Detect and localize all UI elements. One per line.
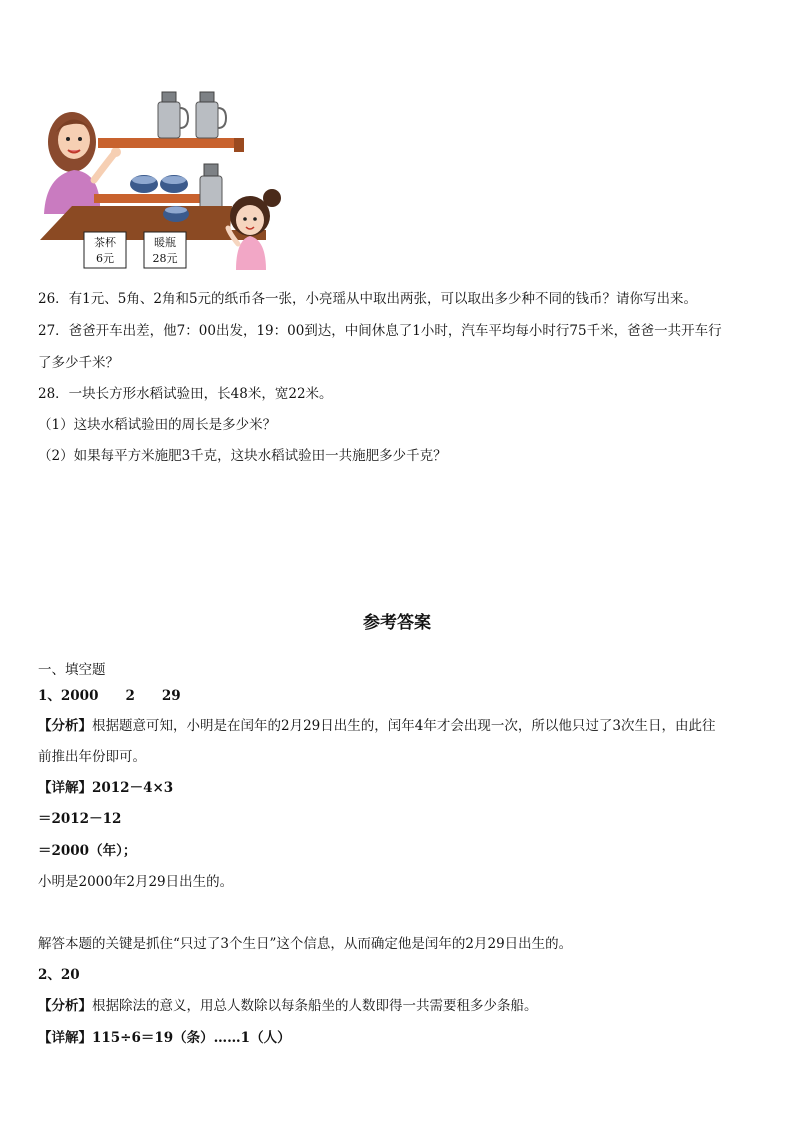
thermos-icon <box>196 92 226 138</box>
question-26: 26．有1元、5角、2角和5元的纸币各一张，小亮瑶从中取出两张，可以取出多少种不同的钱币？请你写出来。 <box>38 291 698 307</box>
thermos-icon <box>158 92 188 138</box>
bottle-price: 28元 <box>152 252 178 265</box>
analysis-text: 根据除法的意义，用总人数除以每条船坐的人数即得一共需要租多少条船。 <box>92 998 538 1014</box>
answer-2-detail <box>38 1029 291 1047</box>
analysis-tag: 【分析】 <box>38 718 92 734</box>
cup-icon <box>163 206 189 222</box>
answer-1-step2: ＝2012－12 <box>38 811 122 827</box>
question-27-line1: 27．爸爸开车出差，他7：00出发，19：00到达，中间休息了1小时，汽车平均每小时行75千米，爸爸一共开车行 <box>38 323 722 339</box>
detail-tag: 【详解】 <box>38 780 92 796</box>
question-28-part1: （1）这块水稻试验田的周长是多少米？ <box>38 417 277 433</box>
question-28-part2: （2）如果每平方米施肥3千克，这块水稻试验田一共施肥多少千克？ <box>38 448 447 464</box>
bottle-label: 暖瓶 <box>154 236 176 249</box>
bottle-price-tag <box>144 232 186 268</box>
detail-formula: 2012－4×3 <box>92 780 174 796</box>
answer-1-step3: ＝2000（年）； <box>38 843 137 859</box>
analysis-text: 根据题意可知，小明是在闰年的2月29日出生的，闰年4年才会出现一次，所以他只过了3次生日，由此往 <box>92 718 716 734</box>
detail-tag: 【详解】 <box>38 1030 92 1046</box>
answer-1-detail <box>38 779 173 797</box>
answer-1-summary: 解答本题的关键是抓住“只过了3个生日”这个信息，从而确定他是闰年的2月29日出生的。 <box>38 936 573 952</box>
cup-price: 6元 <box>96 252 114 265</box>
girl-figure <box>228 189 281 270</box>
question-28: 28．一块长方形水稻试验田，长48米，宽22米。 <box>38 386 333 402</box>
cup-icon <box>160 175 188 193</box>
answer-2-analysis <box>38 997 538 1015</box>
answers-title: 参考答案 <box>363 613 431 633</box>
cup-price-tag <box>84 232 126 268</box>
answer-2-value: 2、20 <box>38 967 80 983</box>
answer-1-values: 1、2000 2 29 <box>38 688 181 704</box>
cup-label: 茶杯 <box>94 236 116 249</box>
middle-shelf <box>94 194 206 203</box>
answer-1-analysis <box>38 717 715 735</box>
analysis-tag: 【分析】 <box>38 998 92 1014</box>
shop-illustration <box>36 84 292 276</box>
answer-1-conclusion: 小明是2000年2月29日出生的。 <box>38 874 234 890</box>
cup-icon <box>130 175 158 193</box>
detail-formula: 115÷6＝19（条）……1（人） <box>92 1030 291 1046</box>
answer-1-analysis-line2: 前推出年份即可。 <box>38 749 146 765</box>
question-27-line2: 了多少千米？ <box>38 355 119 371</box>
top-shelf <box>98 138 244 148</box>
section-fill-blank: 一、填空题 <box>38 662 106 678</box>
